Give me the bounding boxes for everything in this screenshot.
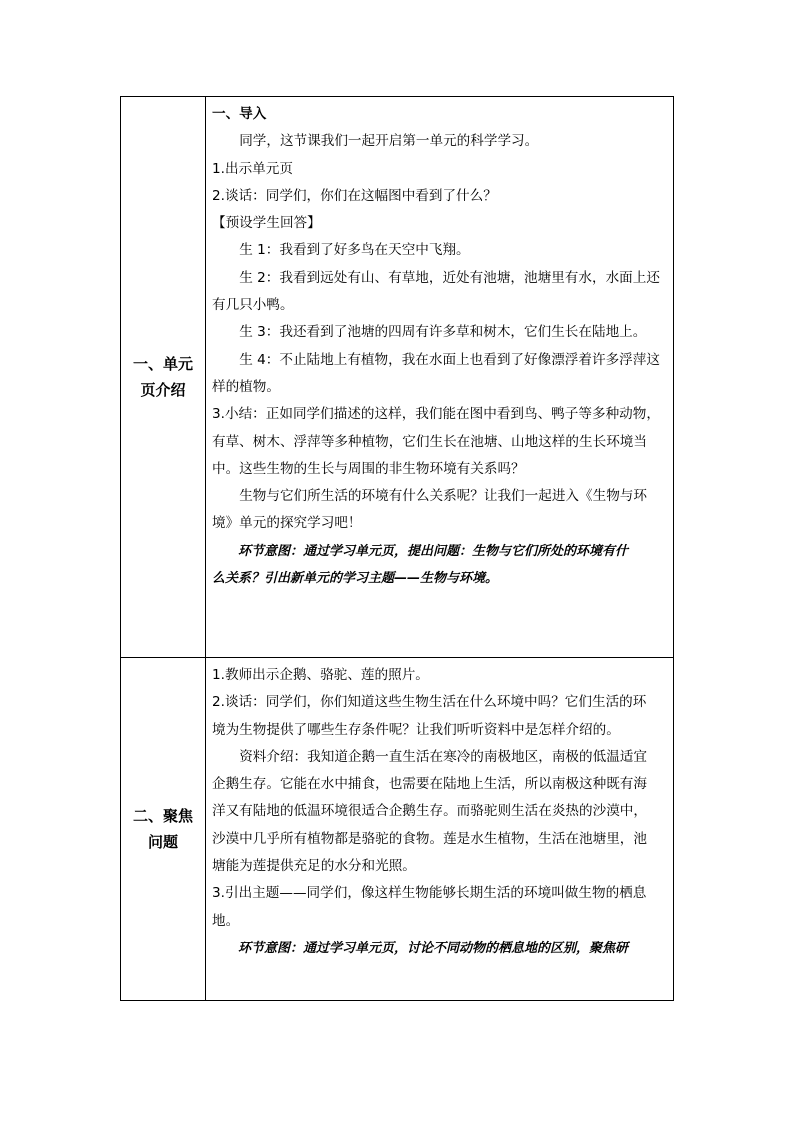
list-item-continued: 境为生物提供了哪些生存条件呢？让我们听听资料中是怎样介绍的。 bbox=[212, 721, 620, 738]
subheading-introduction: 一、导入 bbox=[212, 106, 267, 122]
summary-paragraph-continued: 有草、树木、浮萍等多种植物，它们生长在池塘、山地这样的生长环境当 bbox=[212, 433, 647, 450]
preset-answers-heading: 【预设学生回答】 bbox=[212, 215, 321, 232]
list-item-continued: 地。 bbox=[212, 912, 240, 929]
student-answer-continued: 样的植物。 bbox=[212, 378, 280, 395]
question-paragraph-continued: 境》单元的探究学习吧！ bbox=[212, 515, 362, 532]
info-paragraph: 资料介绍：我知道企鹅一直生活在寒冷的南极地区，南极的低温适宜 bbox=[239, 748, 647, 765]
paragraph: 同学，这节课我们一起开启第一单元的科学学习。 bbox=[239, 133, 539, 150]
section-label-unit-intro bbox=[121, 97, 206, 658]
section-label-line: 一、单元 bbox=[132, 355, 193, 373]
student-answer: 生 2：我看到远处有山、有草地，近处有池塘，池塘里有水，水面上还 bbox=[239, 269, 660, 286]
section-content-focus-question bbox=[206, 658, 674, 1001]
list-item: 3.引出主题——同学们，像这样生物能够长期生活的环境叫做生物的栖息 bbox=[212, 885, 647, 902]
section-intent: 环节意图：通过学习单元页，讨论不同动物的栖息地的区别，聚焦研 bbox=[238, 940, 629, 956]
student-answer: 生 3：我还看到了池塘的四周有许多草和树木，它们生长在陆地上。 bbox=[239, 324, 647, 341]
section-content-unit-intro bbox=[206, 97, 674, 658]
section-focus-question-row bbox=[121, 658, 674, 1001]
question-paragraph: 生物与它们所生活的环境有什么关系呢？让我们一起进入《生物与环 bbox=[239, 488, 647, 505]
student-answer-continued: 有几只小鸭。 bbox=[212, 297, 294, 314]
section-label-line: 问题 bbox=[147, 833, 178, 851]
info-paragraph-continued: 塘能为莲提供充足的水分和光照。 bbox=[212, 858, 416, 875]
list-item: 2.谈话：同学们，你们在这幅图中看到了什么？ bbox=[212, 187, 497, 204]
info-paragraph-continued: 洋又有陆地的低温环境很适合企鹅生存。而骆驼则生活在炎热的沙漠中， bbox=[212, 803, 647, 820]
student-answer: 生 4：不止陆地上有植物，我在水面上也看到了好像漂浮着许多浮萍这 bbox=[239, 351, 660, 368]
list-item: 1.教师出示企鹅、骆驼、莲的照片。 bbox=[212, 667, 429, 683]
summary-paragraph-continued: 中。这些生物的生长与周围的非生物环境有关系吗？ bbox=[212, 460, 525, 477]
info-paragraph-continued: 企鹅生存。它能在水中捕食，也需要在陆地上生活，所以南极这种既有海 bbox=[212, 776, 647, 793]
section-label-line: 页介绍 bbox=[140, 381, 186, 399]
lesson-plan-table bbox=[120, 96, 674, 1001]
info-paragraph-continued: 沙漠中几乎所有植物都是骆驼的食物。莲是水生植物，生活在池塘里，池 bbox=[212, 830, 647, 847]
section-intent: 环节意图：通过学习单元页，提出问题：生物与它们所处的环境有什 bbox=[238, 543, 629, 559]
student-answer: 生 1：我看到了好多鸟在天空中飞翔。 bbox=[239, 242, 470, 259]
summary-paragraph: 3.小结：正如同学们描述的这样，我们能在图中看到鸟、鸭子等多种动物， bbox=[212, 406, 660, 423]
list-item: 1.出示单元页 bbox=[212, 160, 293, 177]
section-unit-intro-row bbox=[121, 97, 674, 658]
section-label-focus-question bbox=[121, 658, 206, 1001]
list-item: 2.谈话：同学们，你们知道这些生物生活在什么环境中吗？它们生活的环 bbox=[212, 694, 647, 711]
section-intent-continued: 么关系？引出新单元的学习主题——生物与环境。 bbox=[212, 571, 499, 587]
section-label-line: 二、聚焦 bbox=[132, 807, 193, 825]
